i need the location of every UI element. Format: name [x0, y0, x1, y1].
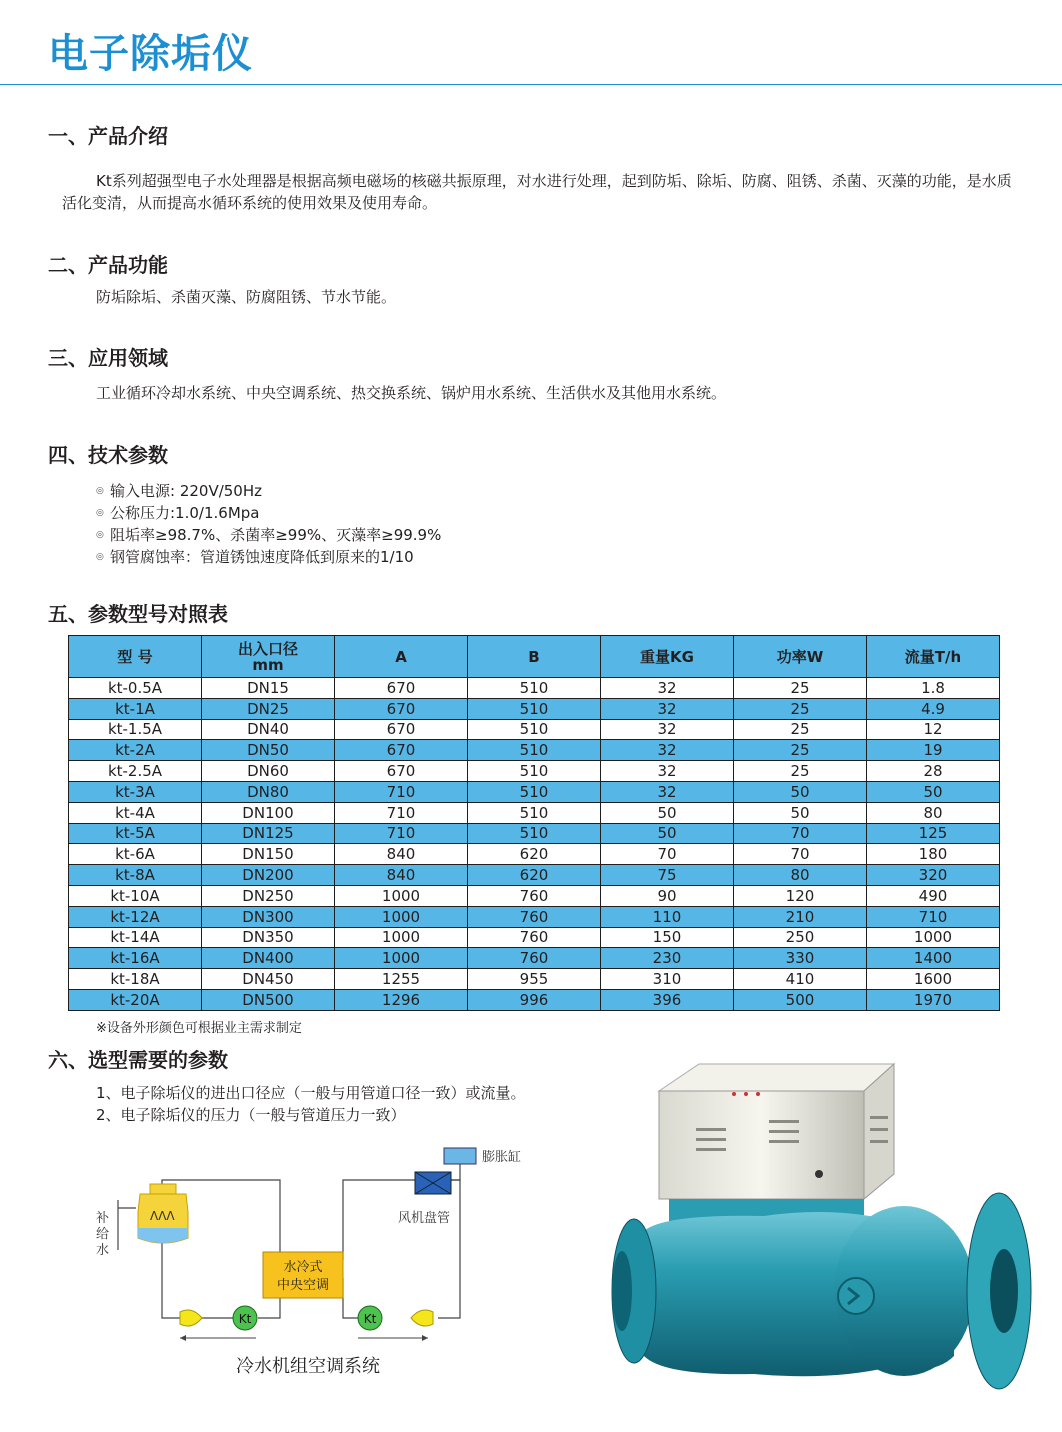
- table-cell: 510: [468, 719, 601, 740]
- pump-icon: [411, 1310, 433, 1326]
- table-cell: 1000: [335, 948, 468, 969]
- makeup-water-char-1: 补: [96, 1211, 110, 1226]
- kt-label: Kt: [363, 1312, 377, 1326]
- table-cell: DN300: [202, 906, 335, 927]
- table-cell: 32: [601, 781, 734, 802]
- ac-unit-label-1: 水冷式: [283, 1260, 323, 1275]
- table-row: [69, 740, 1000, 761]
- table-cell: 1255: [335, 969, 468, 990]
- table-cell: 510: [468, 761, 601, 782]
- applications-text: 工业循环冷却水系统、中央空调系统、热交换系统、锅炉用水系统、生活供水及其他用水系统。: [96, 384, 727, 402]
- table-cell: kt-2A: [69, 740, 202, 761]
- table-cell: DN250: [202, 885, 335, 906]
- table-cell: 510: [468, 781, 601, 802]
- table-cell: 670: [335, 761, 468, 782]
- table-cell: 620: [468, 865, 601, 886]
- makeup-water-char-2: 给: [96, 1227, 110, 1242]
- table-cell: 710: [867, 906, 1000, 927]
- fan-coil-icon: [415, 1172, 451, 1194]
- table-cell: DN100: [202, 802, 335, 823]
- section-heading-selection: 六、选型需要的参数: [48, 1048, 228, 1072]
- table-cell: kt-2.5A: [69, 761, 202, 782]
- table-cell: 50: [867, 781, 1000, 802]
- table-cell: kt-0.5A: [69, 678, 202, 699]
- table-cell: 710: [335, 802, 468, 823]
- column-header: A: [335, 636, 468, 678]
- table-cell: 396: [601, 989, 734, 1010]
- table-cell: 110: [601, 906, 734, 927]
- table-cell: kt-16A: [69, 948, 202, 969]
- table-cell: DN15: [202, 678, 335, 699]
- table-cell: DN25: [202, 698, 335, 719]
- table-cell: 490: [867, 885, 1000, 906]
- table-row: [69, 678, 1000, 699]
- table-cell: kt-14A: [69, 927, 202, 948]
- table-cell: 250: [734, 927, 867, 948]
- table-row: [69, 719, 1000, 740]
- table-row: [69, 823, 1000, 844]
- table-cell: 50: [601, 823, 734, 844]
- table-cell: DN400: [202, 948, 335, 969]
- model-spec-table: [68, 635, 1000, 1011]
- tech-param-item: ◎ 公称压力:1.0/1.6Mpa: [96, 502, 441, 524]
- column-header: B: [468, 636, 601, 678]
- expansion-tank-icon: [444, 1148, 476, 1164]
- expansion-tank-label: 膨胀缸: [482, 1150, 522, 1165]
- table-row: [69, 802, 1000, 823]
- table-cell: 670: [335, 678, 468, 699]
- table-cell: 50: [734, 781, 867, 802]
- table-cell: 150: [601, 927, 734, 948]
- pump-icon: [180, 1310, 202, 1326]
- table-cell: DN125: [202, 823, 335, 844]
- table-cell: 32: [601, 719, 734, 740]
- table-cell: 70: [734, 844, 867, 865]
- table-cell: 4.9: [867, 698, 1000, 719]
- table-cell: kt-4A: [69, 802, 202, 823]
- table-cell: 80: [867, 802, 1000, 823]
- table-cell: 210: [734, 906, 867, 927]
- selection-item: 1、电子除垢仪的进出口径应（一般与用管道口径一致）或流量。: [96, 1084, 526, 1102]
- table-row: [69, 969, 1000, 990]
- table-cell: 710: [335, 823, 468, 844]
- table-header-row: [69, 636, 1000, 678]
- table-cell: DN80: [202, 781, 335, 802]
- table-cell: 70: [601, 844, 734, 865]
- section-heading-intro: 一、产品介绍: [48, 124, 168, 148]
- table-cell: 1296: [335, 989, 468, 1010]
- table-cell: 840: [335, 844, 468, 865]
- cooling-tower-icon: [138, 1184, 188, 1243]
- table-cell: 510: [468, 740, 601, 761]
- table-cell: kt-6A: [69, 844, 202, 865]
- table-cell: 1400: [867, 948, 1000, 969]
- table-cell: 310: [601, 969, 734, 990]
- table-cell: 50: [601, 802, 734, 823]
- table-row: [69, 927, 1000, 948]
- table-cell: 510: [468, 823, 601, 844]
- table-cell: kt-5A: [69, 823, 202, 844]
- table-cell: 32: [601, 698, 734, 719]
- table-cell: 28: [867, 761, 1000, 782]
- table-cell: kt-8A: [69, 865, 202, 886]
- table-row: [69, 906, 1000, 927]
- table-cell: 670: [335, 698, 468, 719]
- table-cell: 50: [734, 802, 867, 823]
- tower-symbol: ΛΛΛ: [150, 1209, 175, 1223]
- section-heading-applications: 三、应用领域: [48, 346, 168, 370]
- table-cell: 760: [468, 885, 601, 906]
- table-cell: 90: [601, 885, 734, 906]
- table-cell: 1000: [335, 885, 468, 906]
- table-cell: 19: [867, 740, 1000, 761]
- column-header: 流量T/h: [867, 636, 1000, 678]
- table-row: [69, 865, 1000, 886]
- table-cell: DN150: [202, 844, 335, 865]
- tech-param-item: ◎ 输入电源: 220V/50Hz: [96, 480, 441, 502]
- table-cell: kt-3A: [69, 781, 202, 802]
- table-row: [69, 948, 1000, 969]
- table-row: [69, 844, 1000, 865]
- tech-params-list: [96, 480, 441, 568]
- title-divider: [0, 84, 1062, 85]
- column-header: 型 号: [69, 636, 202, 678]
- fan-coil-label: 风机盘管: [398, 1211, 451, 1226]
- table-row: [69, 698, 1000, 719]
- section-heading-tech-params: 四、技术参数: [48, 443, 168, 467]
- table-cell: 180: [867, 844, 1000, 865]
- table-cell: 12: [867, 719, 1000, 740]
- page-title: 电子除垢仪: [48, 31, 253, 77]
- table-cell: 1970: [867, 989, 1000, 1010]
- table-cell: 25: [734, 678, 867, 699]
- table-cell: 620: [468, 844, 601, 865]
- cooling-system-diagram: [88, 1140, 548, 1380]
- table-cell: DN350: [202, 927, 335, 948]
- product-photo: [604, 1056, 1044, 1391]
- table-cell: 1600: [867, 969, 1000, 990]
- column-header: 出入口径 mm: [202, 636, 335, 678]
- column-header: 重量KG: [601, 636, 734, 678]
- table-cell: 710: [335, 781, 468, 802]
- table-cell: 1000: [335, 906, 468, 927]
- column-header: 功率W: [734, 636, 867, 678]
- table-cell: 120: [734, 885, 867, 906]
- table-cell: 25: [734, 740, 867, 761]
- table-cell: 25: [734, 719, 867, 740]
- table-cell: 955: [468, 969, 601, 990]
- table-cell: kt-1A: [69, 698, 202, 719]
- table-cell: DN450: [202, 969, 335, 990]
- table-cell: 230: [601, 948, 734, 969]
- table-cell: 410: [734, 969, 867, 990]
- table-cell: 996: [468, 989, 601, 1010]
- table-cell: 510: [468, 698, 601, 719]
- table-cell: kt-18A: [69, 969, 202, 990]
- table-cell: 75: [601, 865, 734, 886]
- table-note: ※设备外形颜色可根据业主需求制定: [96, 1021, 302, 1036]
- table-row: [69, 781, 1000, 802]
- table-cell: kt-10A: [69, 885, 202, 906]
- intro-paragraph: Kt系列超强型电子水处理器是根据高频电磁场的核磁共振原理，对水进行处理，起到防垢、除垢、防腐、阻锈、杀菌、灭藻的功能，是水质活化变清，从而提高水循环系统的使用效果及使用寿命。: [62, 172, 1012, 212]
- table-cell: 510: [468, 802, 601, 823]
- table-row: [69, 885, 1000, 906]
- functions-text: 防垢除垢、杀菌灭藻、防腐阻锈、节水节能。: [96, 288, 397, 306]
- table-row: [69, 989, 1000, 1010]
- table-cell: 510: [468, 678, 601, 699]
- section-heading-model-table: 五、参数型号对照表: [48, 602, 228, 626]
- table-cell: 760: [468, 906, 601, 927]
- makeup-water-char-3: 水: [96, 1243, 110, 1258]
- diagram-caption: 冷水机组空调系统: [236, 1356, 380, 1377]
- table-cell: 1.8: [867, 678, 1000, 699]
- table-cell: 125: [867, 823, 1000, 844]
- table-cell: 32: [601, 678, 734, 699]
- table-cell: kt-1.5A: [69, 719, 202, 740]
- table-cell: 500: [734, 989, 867, 1010]
- table-cell: 70: [734, 823, 867, 844]
- ac-unit-label-2: 中央空调: [276, 1278, 330, 1293]
- table-cell: kt-20A: [69, 989, 202, 1010]
- kt-label: Kt: [238, 1312, 252, 1326]
- table-cell: 1000: [867, 927, 1000, 948]
- table-cell: 25: [734, 698, 867, 719]
- table-cell: 320: [867, 865, 1000, 886]
- table-cell: 670: [335, 740, 468, 761]
- tech-param-item: ◎ 钢管腐蚀率：管道锈蚀速度降低到原来的1/10: [96, 546, 441, 568]
- table-cell: 1000: [335, 927, 468, 948]
- table-cell: DN60: [202, 761, 335, 782]
- table-cell: DN500: [202, 989, 335, 1010]
- table-row: [69, 761, 1000, 782]
- section-heading-functions: 二、产品功能: [48, 253, 168, 277]
- table-cell: kt-12A: [69, 906, 202, 927]
- table-cell: 840: [335, 865, 468, 886]
- table-body: [69, 678, 1000, 1011]
- table-cell: DN200: [202, 865, 335, 886]
- table-cell: DN40: [202, 719, 335, 740]
- table-cell: 670: [335, 719, 468, 740]
- table-cell: DN50: [202, 740, 335, 761]
- selection-item: 2、电子除垢仪的压力（一般与管道压力一致）: [96, 1106, 406, 1124]
- table-cell: 760: [468, 948, 601, 969]
- tech-param-item: ◎ 阻垢率≥98.7%、杀菌率≥99%、灭藻率≥99.9%: [96, 524, 441, 546]
- table-cell: 330: [734, 948, 867, 969]
- table-cell: 25: [734, 761, 867, 782]
- table-cell: 760: [468, 927, 601, 948]
- table-cell: 80: [734, 865, 867, 886]
- table-cell: 32: [601, 740, 734, 761]
- table-cell: 32: [601, 761, 734, 782]
